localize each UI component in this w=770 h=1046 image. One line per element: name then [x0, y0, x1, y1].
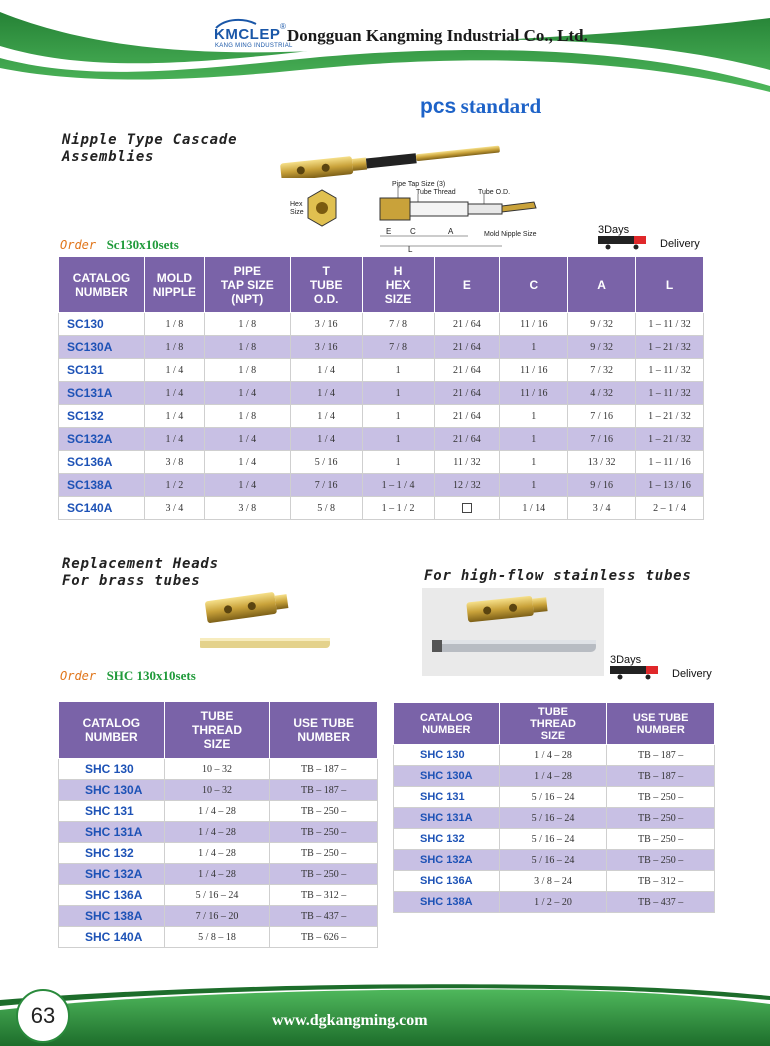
table-row	[394, 850, 715, 871]
header-line: CATALOG	[419, 711, 473, 724]
section-title-line: Replacement Heads	[62, 556, 219, 572]
table-cell: 5 / 8	[290, 497, 362, 520]
table-cell: 5 / 16 – 24	[499, 850, 607, 871]
section-title-line: Assemblies	[62, 149, 155, 165]
table-row	[394, 787, 715, 808]
table-cell: 1	[500, 428, 568, 451]
delivery-badge-high-flow	[610, 654, 720, 680]
high-flow-heads-table	[393, 702, 715, 913]
table-cell: 1 / 4	[290, 382, 362, 405]
table-cell: 21 / 64	[434, 428, 500, 451]
table-cell: 3 / 4	[144, 497, 204, 520]
table-cell: 1 – 1 / 2	[362, 497, 434, 520]
table-row	[59, 474, 704, 497]
table-cell: 1 – 21 / 32	[636, 336, 704, 359]
table-cell: 1 / 8	[204, 405, 290, 428]
title-pcs: pcs	[420, 95, 457, 118]
header-line: HEX	[385, 277, 411, 292]
table-cell: 1 / 8	[204, 313, 290, 336]
col-header-thread	[499, 703, 607, 745]
table-cell: TB – 250 –	[607, 850, 715, 871]
header-line: O.D.	[313, 291, 339, 306]
order-note-cascade	[60, 236, 179, 254]
table-cell: 1 / 4	[204, 451, 290, 474]
table-cell: TB – 312 –	[270, 885, 378, 906]
table-cell: 9 / 32	[568, 336, 636, 359]
table-cell: 3 / 16	[290, 336, 362, 359]
header-line: THREAD	[192, 723, 242, 737]
page-title	[420, 94, 541, 119]
table-cell: 7 / 16	[568, 428, 636, 451]
table-cell: 1 / 4	[144, 359, 204, 382]
table-row	[59, 864, 378, 885]
diagram-label-l: L	[408, 245, 413, 254]
header-line: NUMBER	[297, 730, 350, 744]
header-line: TAP SIZE	[220, 277, 274, 292]
table-cell: 1 / 2 – 20	[499, 892, 607, 913]
table-cell: 1 – 11 / 32	[636, 359, 704, 382]
empty-checkbox-cell	[434, 497, 500, 520]
logo-subtitle: KANG MING INDUSTRIAL	[215, 43, 293, 49]
table-cell: SHC 130	[59, 759, 165, 780]
table-cell: SC131	[59, 359, 145, 382]
table-cell: 1	[500, 405, 568, 428]
table-cell: SHC 138A	[394, 892, 500, 913]
table-cell: 1	[362, 428, 434, 451]
table-cell: 5 / 8 – 18	[164, 927, 270, 948]
table-row	[59, 428, 704, 451]
table-cell: 11 / 16	[500, 359, 568, 382]
table-cell: 1 – 21 / 32	[636, 405, 704, 428]
table-cell: 21 / 64	[434, 359, 500, 382]
table-row	[59, 927, 378, 948]
table-cell: 21 / 64	[434, 336, 500, 359]
page-number: 63	[16, 989, 70, 1043]
table-cell: SC130A	[59, 336, 145, 359]
table-row	[59, 382, 704, 405]
table-row	[59, 405, 704, 428]
table-cell: 1	[362, 382, 434, 405]
table-cell: 1	[362, 359, 434, 382]
table-cell: 11 / 16	[500, 313, 568, 336]
col-header-use-tube	[607, 703, 715, 745]
table-cell: 10 – 32	[164, 780, 270, 801]
section-title-line: Nipple Type Cascade	[62, 132, 238, 148]
diagram-label-e: E	[386, 227, 392, 236]
col-header-tube	[290, 257, 362, 313]
table-cell: 1 – 13 / 16	[636, 474, 704, 497]
table-cell: 7 / 32	[568, 359, 636, 382]
col-header-catalog	[394, 703, 500, 745]
table-cell: 1 – 21 / 32	[636, 428, 704, 451]
table-row	[59, 843, 378, 864]
table-cell: SHC 130A	[394, 766, 500, 787]
table-cell: 3 / 16	[290, 313, 362, 336]
diagram-label-tube-thread: Tube Thread	[416, 189, 456, 196]
table-cell: 9 / 16	[568, 474, 636, 497]
header-line: SIZE	[384, 291, 412, 306]
cascade-dimension-diagram	[288, 180, 550, 254]
table-cell: 1 / 4 – 28	[164, 864, 270, 885]
table-cell: 1 / 4	[290, 428, 362, 451]
table-cell: SHC 131A	[394, 808, 500, 829]
col-header-e: E	[434, 257, 500, 313]
delivery-truck-icon	[598, 236, 658, 250]
table-row	[59, 885, 378, 906]
table-cell: 3 / 8	[204, 497, 290, 520]
table-cell: SHC 131	[394, 787, 500, 808]
table-row	[394, 808, 715, 829]
header-line: CATALOG	[72, 270, 131, 285]
table-cell: 3 / 8 – 24	[499, 871, 607, 892]
header-line: T	[322, 263, 330, 278]
table-cell: 2 – 1 / 4	[636, 497, 704, 520]
title-standard: standard	[460, 94, 542, 118]
col-header-catalog	[59, 257, 145, 313]
table-cell: 1 / 4 – 28	[164, 801, 270, 822]
page-header	[0, 0, 770, 110]
table-row	[394, 766, 715, 787]
table-cell: 1 – 11 / 32	[636, 382, 704, 405]
table-cell: 5 / 16 – 24	[499, 829, 607, 850]
table-cell: 1 / 4	[204, 474, 290, 497]
table-cell: SC140A	[59, 497, 145, 520]
delivery-days: 3Days	[598, 224, 630, 236]
table-cell: TB – 187 –	[607, 745, 715, 766]
table-cell: TB – 437 –	[607, 892, 715, 913]
table-cell: SC138A	[59, 474, 145, 497]
table-cell: 7 / 8	[362, 336, 434, 359]
header-line: NUMBER	[422, 723, 471, 736]
section-title-replacement-heads	[62, 556, 219, 590]
table-cell: 11 / 16	[500, 382, 568, 405]
table-row	[59, 359, 704, 382]
col-header-a: A	[568, 257, 636, 313]
table-cell: 7 / 16	[568, 405, 636, 428]
table-cell: 1	[500, 451, 568, 474]
table-cell: 1 / 2	[144, 474, 204, 497]
table-cell: 1 / 4	[144, 428, 204, 451]
table-cell: TB – 187 –	[270, 780, 378, 801]
table-cell: 1 / 4	[290, 405, 362, 428]
table-cell: SHC 132	[394, 829, 500, 850]
order-quantity: SHC 130x10sets	[106, 668, 196, 683]
table-cell: TB – 626 –	[270, 927, 378, 948]
col-header-l: L	[636, 257, 704, 313]
table-cell: 5 / 16 – 24	[499, 787, 607, 808]
table-cell: 11 / 32	[434, 451, 500, 474]
table-cell: 7 / 16	[290, 474, 362, 497]
header-line: TUBE	[538, 705, 568, 718]
footer-wave-graphic	[0, 970, 770, 1046]
table-cell: 1	[362, 405, 434, 428]
table-cell: 1 – 11 / 32	[636, 313, 704, 336]
table-cell: TB – 187 –	[270, 759, 378, 780]
table-cell: 1 / 4	[290, 359, 362, 382]
table-cell: SC130	[59, 313, 145, 336]
table-cell: SHC 132A	[59, 864, 165, 885]
table-cell: 1 – 11 / 16	[636, 451, 704, 474]
table-row	[59, 801, 378, 822]
table-cell: 5 / 16	[290, 451, 362, 474]
header-line: NUMBER	[85, 730, 138, 744]
col-header-hex	[362, 257, 434, 313]
table-row	[59, 336, 704, 359]
table-cell: SC132	[59, 405, 145, 428]
table-cell: TB – 250 –	[270, 822, 378, 843]
table-header-row	[59, 257, 704, 313]
table-row	[394, 871, 715, 892]
header-line: SIZE	[540, 729, 566, 742]
company-logo	[214, 18, 293, 49]
delivery-days: 3Days	[610, 654, 642, 666]
table-cell: 1	[500, 336, 568, 359]
table-cell: 1 / 4	[204, 428, 290, 451]
section-title-cascade	[62, 132, 237, 166]
table-header-row	[394, 703, 715, 745]
table-row	[59, 451, 704, 474]
table-cell: 21 / 64	[434, 405, 500, 428]
table-cell: SHC 132	[59, 843, 165, 864]
table-row	[59, 759, 378, 780]
table-cell: 1	[500, 474, 568, 497]
company-name: Dongguan Kangming Industrial Co., Ltd.	[287, 26, 588, 45]
table-cell: TB – 187 –	[607, 766, 715, 787]
replacement-head-photo	[200, 588, 340, 654]
table-cell: 3 / 8	[144, 451, 204, 474]
table-cell: 1 – 1 / 4	[362, 474, 434, 497]
table-cell: 1 / 8	[204, 336, 290, 359]
header-line: NIPPLE	[152, 284, 197, 299]
table-cell: SHC 131A	[59, 822, 165, 843]
table-row	[59, 780, 378, 801]
table-cell: TB – 250 –	[607, 808, 715, 829]
order-label: Order	[60, 669, 97, 683]
header-line: (NPT)	[231, 291, 264, 306]
table-cell: 21 / 64	[434, 313, 500, 336]
table-cell: 3 / 4	[568, 497, 636, 520]
table-cell: 1 / 8	[204, 359, 290, 382]
delivery-label: Delivery	[660, 238, 700, 250]
table-row	[394, 745, 715, 766]
table-cell: TB – 250 –	[607, 829, 715, 850]
table-cell: 5 / 16 – 24	[499, 808, 607, 829]
table-cell: TB – 250 –	[270, 864, 378, 885]
table-row	[59, 822, 378, 843]
col-header-use-tube	[270, 702, 378, 759]
delivery-badge-cascade	[598, 224, 708, 250]
table-header-row	[59, 702, 378, 759]
table-cell: 5 / 16 – 24	[164, 885, 270, 906]
header-line: TUBE	[309, 277, 343, 292]
table-cell: SHC 140A	[59, 927, 165, 948]
header-line: NUMBER	[636, 723, 685, 736]
delivery-truck-icon	[610, 666, 670, 680]
table-cell: 1 / 4 – 28	[164, 843, 270, 864]
table-cell: 1 / 4 – 28	[499, 745, 607, 766]
diagram-label-a: A	[448, 227, 454, 236]
table-cell: 1 / 8	[144, 313, 204, 336]
header-line: USE TUBE	[632, 711, 689, 724]
section-title-high-flow: For high-flow stainless tubes	[424, 568, 692, 584]
website-url: www.dgkangming.com	[272, 1012, 428, 1029]
table-cell: 1 / 4	[144, 405, 204, 428]
table-cell: SHC 132A	[394, 850, 500, 871]
table-row	[59, 313, 704, 336]
table-cell: 21 / 64	[434, 382, 500, 405]
header-wave-graphic	[0, 0, 770, 110]
header-line: PIPE	[233, 263, 261, 278]
header-line: THREAD	[530, 717, 576, 730]
delivery-label: Delivery	[672, 668, 712, 680]
table-cell: 7 / 16 – 20	[164, 906, 270, 927]
table-cell: 9 / 32	[568, 313, 636, 336]
logo-registered-mark: ®	[280, 22, 286, 31]
table-cell: 1 / 4 – 28	[164, 822, 270, 843]
table-cell: 13 / 32	[568, 451, 636, 474]
table-cell: SC131A	[59, 382, 145, 405]
table-cell: SC132A	[59, 428, 145, 451]
table-cell: SHC 130	[394, 745, 500, 766]
col-header-pipe	[204, 257, 290, 313]
table-row	[394, 892, 715, 913]
diagram-label-c: C	[410, 227, 416, 236]
diagram-label-tube-od: Tube O.D.	[478, 189, 511, 196]
header-line: USE TUBE	[293, 716, 354, 730]
table-cell: TB – 250 –	[270, 843, 378, 864]
col-header-catalog	[59, 702, 165, 759]
col-header-c: C	[500, 257, 568, 313]
order-quantity: Sc130x10sets	[106, 237, 179, 252]
table-cell: 1	[362, 451, 434, 474]
diagram-label-hex: Hex	[290, 201, 303, 208]
diagram-label-size: Size	[290, 209, 304, 216]
table-cell: 4 / 32	[568, 382, 636, 405]
high-flow-head-photo	[422, 588, 604, 676]
table-cell: 1 / 8	[144, 336, 204, 359]
table-cell: TB – 312 –	[607, 871, 715, 892]
table-row	[59, 497, 704, 520]
header-line: CATALOG	[82, 716, 141, 730]
replacement-heads-table	[58, 701, 378, 948]
diagram-label-pipe-tap: Pipe Tap Size (3)	[392, 181, 446, 188]
table-cell: SHC 136A	[59, 885, 165, 906]
table-cell: 1 / 4 – 28	[499, 766, 607, 787]
table-cell: 10 – 32	[164, 759, 270, 780]
order-note-replacement	[60, 667, 196, 685]
table-cell: SHC 131	[59, 801, 165, 822]
table-cell: 12 / 32	[434, 474, 500, 497]
table-cell: TB – 437 –	[270, 906, 378, 927]
table-cell: 7 / 8	[362, 313, 434, 336]
cascade-assembly-photo	[270, 138, 510, 178]
empty-box-icon	[462, 503, 472, 513]
header-line: H	[393, 263, 403, 278]
table-cell: SHC 136A	[394, 871, 500, 892]
cascade-assemblies-table	[58, 256, 704, 520]
page-footer	[0, 970, 770, 1046]
table-cell: 1 / 4	[204, 382, 290, 405]
table-cell: SHC 138A	[59, 906, 165, 927]
header-line: MOLD	[156, 270, 193, 285]
header-line: NUMBER	[75, 284, 128, 299]
table-row	[394, 829, 715, 850]
header-line: SIZE	[203, 737, 231, 751]
table-cell: 1 / 14	[500, 497, 568, 520]
table-cell: SC136A	[59, 451, 145, 474]
section-title-line: For brass tubes	[62, 573, 201, 589]
table-cell: TB – 250 –	[270, 801, 378, 822]
table-cell: SHC 130A	[59, 780, 165, 801]
logo-text: KMCLEP	[214, 26, 281, 43]
table-cell: TB – 250 –	[607, 787, 715, 808]
col-header-mold	[144, 257, 204, 313]
col-header-thread	[164, 702, 270, 759]
table-row	[59, 906, 378, 927]
order-label: Order	[60, 238, 97, 252]
diagram-label-mold-nipple: Mold Nipple Size	[484, 231, 537, 238]
table-cell: 1 / 4	[144, 382, 204, 405]
header-line: TUBE	[200, 709, 234, 723]
